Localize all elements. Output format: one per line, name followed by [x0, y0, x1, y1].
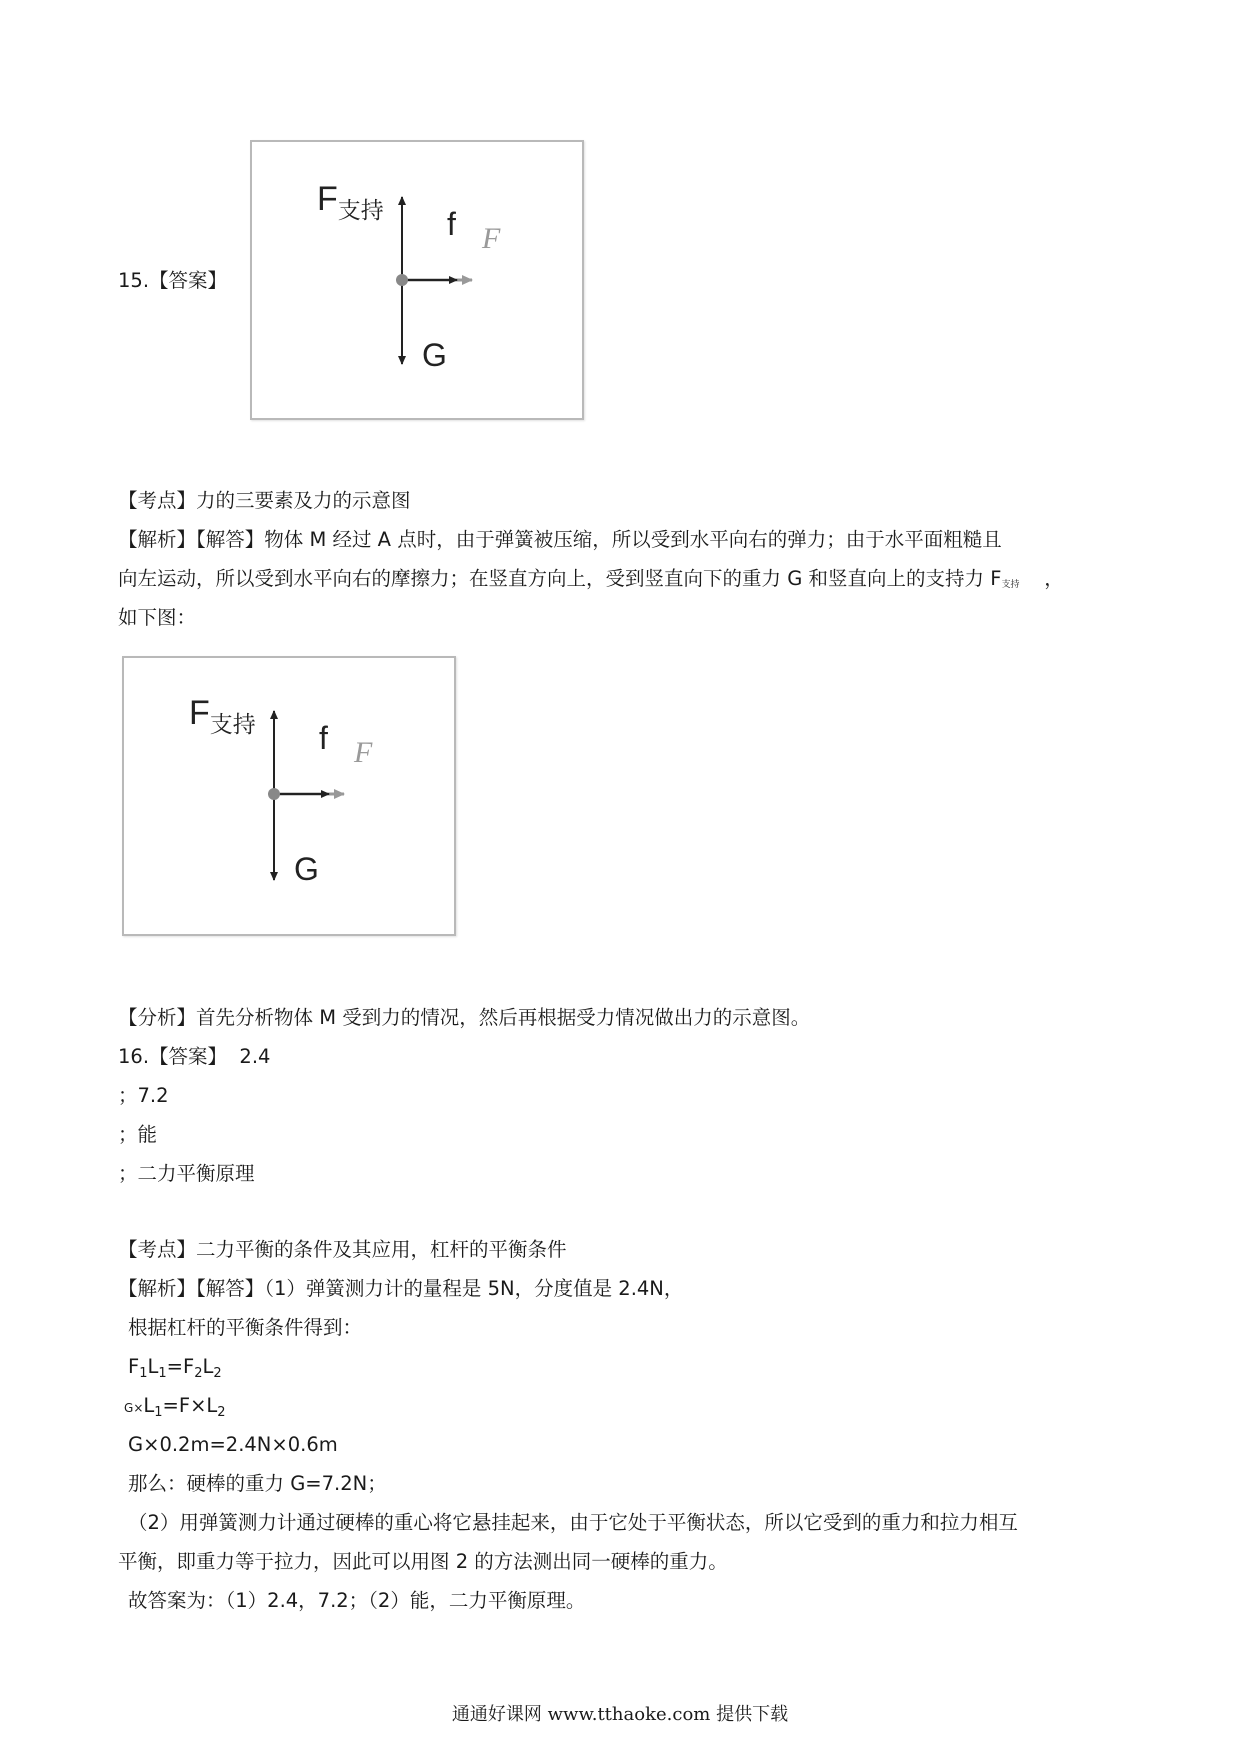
- force-arrows-1: [252, 142, 582, 418]
- label-f-gray: F: [354, 736, 373, 769]
- q15-fenxi: 【分析】首先分析物体 M 受到力的情况，然后再根据受力情况做出力的示意图。: [118, 1006, 811, 1029]
- q16-eq3: G×0.2m=2.4N×0.6m: [128, 1433, 338, 1456]
- page-footer: 通通好课网 www.tthaoke.com 提供下载: [451, 1704, 789, 1725]
- object-point: [396, 274, 408, 286]
- q16-jiexi-2: 根据杠杆的平衡条件得到：: [128, 1316, 363, 1339]
- q15-jiexi-3: 如下图：: [118, 606, 197, 629]
- q16-answer-label: 16.【答案】: [118, 1045, 228, 1068]
- q15-answer-label: 15.【答案】: [118, 269, 228, 292]
- q15-kaodian: 【考点】力的三要素及力的示意图: [118, 489, 411, 512]
- q16-answer: [118, 1044, 270, 1070]
- q15-jiexi-2: 向左运动，所以受到水平向右的摩擦力；在竖直方向上，受到竖直向下的重力 G 和竖直向上的支持力 $F_{支持}$ ，: [118, 567, 1064, 590]
- force-diagram-2: [122, 656, 456, 936]
- q15-jiexi-1: 【解析】【解答】物体 M 经过 A 点时，由于弹簧被压缩，所以受到水平向右的弹力；由于水平面粗糙且: [118, 528, 1002, 551]
- force-diagram-1: [250, 140, 584, 420]
- q16-jiexi-4: 平衡，即重力等于拉力，因此可以用图 2 的方法测出同一硬棒的重力。: [118, 1550, 728, 1573]
- q16-conclusion: 故答案为：（1）2.4，7.2；（2）能，二力平衡原理。: [128, 1589, 586, 1612]
- label-f-gray: F: [482, 222, 501, 255]
- label-f-support: F支持: [317, 180, 384, 223]
- q16-answer-4: ；二力平衡原理: [118, 1162, 255, 1185]
- q16-eq1: $F_1L_1=F_2L_2$: [128, 1355, 222, 1381]
- q16-eq2: $G\times L_1=F\times L_2$: [124, 1394, 226, 1420]
- label-gravity: G: [422, 337, 447, 373]
- label-f-support: F支持: [189, 694, 256, 737]
- q16-jiexi-3: （2）用弹簧测力计通过硬棒的重心将它悬挂起来，由于它处于平衡状态，所以它受到的重力和拉力相互: [128, 1511, 1018, 1534]
- q16-eq4: 那么：硬棒的重力 G=7.2N；: [128, 1472, 387, 1495]
- q16-answer-3: ；能: [118, 1123, 158, 1146]
- label-gravity: G: [294, 851, 319, 887]
- q16-jiexi-1: 【解析】【解答】（1）弹簧测力计的量程是 5N，分度值是 2.4N，: [118, 1277, 684, 1300]
- object-point: [268, 788, 280, 800]
- q16-answer-1: 2.4: [239, 1045, 271, 1068]
- force-arrows-2: [124, 658, 454, 934]
- label-f-friction: f: [319, 720, 328, 756]
- label-f-friction: f: [447, 206, 456, 242]
- q16-kaodian: 【考点】二力平衡的条件及其应用，杠杆的平衡条件: [118, 1238, 567, 1261]
- q16-answer-2: ；7.2: [118, 1084, 169, 1107]
